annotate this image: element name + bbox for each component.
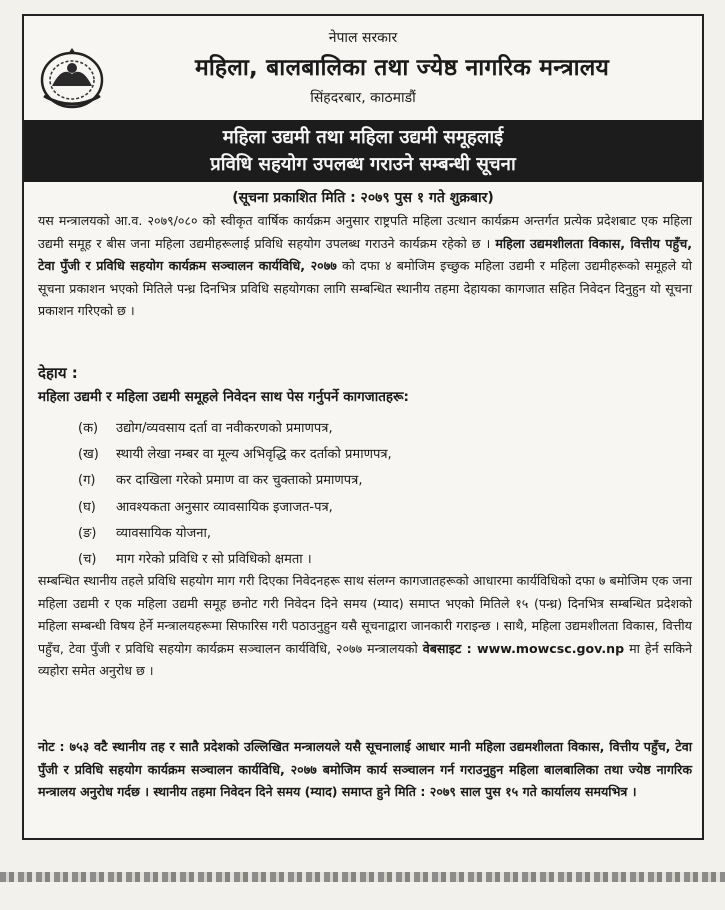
list-item — [78, 545, 678, 571]
list-item-marker: (ङ) — [78, 525, 97, 541]
list-item-marker: (घ) — [78, 499, 96, 515]
government-name: नेपाल सरकार — [328, 30, 398, 46]
note-paragraph — [38, 736, 692, 804]
recommendation-text: सम्बन्धित स्थानीय तहले प्रविधि सहयोग माग गरी दिएका निवेदनहरू साथ संलग्न कागजातहरूको आधारमा कार्यविधिको दफा ७ बमोजिम एक जना महिला उद्यमी र एक महिला उद्यमी समूह छनोट गरी निवेदन दिने समय (म्याद) समाप्त भएको मितिले १५ (पन्ध्र) दिनभित्र सम्बन्धित प्रदेशको महिला सम्बन्धी विषय हेर्ने मन्त्रालयहरूमा सिफारिस गरी पठाउनुहुन यसै सूचनाद्वारा जानकारी गराइन्छ । साथै, महिला उद्यमशीलता विकास, वित्तीय पहुँच, टेवा पुँजी र प्रविधि सहयोग कार्यक्रम सञ्चालन कार्यविधि, २०७७ मन्त्रालयको — [38, 573, 692, 656]
list-item-marker: (ख) — [78, 447, 99, 463]
list-item-marker: (च) — [78, 552, 97, 568]
list-item-text: स्थायी लेखा नम्बर वा मूल्य अभिवृद्धि कर दर्ताको प्रमाणपत्र, — [116, 447, 392, 463]
documents-heading: महिला उद्यमी र महिला उद्यमी समूहले निवेदन साथ पेस गर्नुपर्ने कागजातहरू: — [38, 389, 409, 405]
notice-title-line-1: महिला उद्यमी तथा महिला उद्यमी समूहलाई — [222, 127, 504, 148]
list-item-text: उद्योग/व्यवसाय दर्ता वा नवीकरणको प्रमाणपत्र, — [116, 421, 333, 437]
documents-list — [78, 414, 678, 571]
list-item-text: कर दाखिला गरेको प्रमाण वा कर चुक्ताको प्रमाणपत्र, — [116, 473, 363, 489]
intro-paragraph — [38, 210, 692, 323]
list-item-text: माग गरेको प्रविधि र सो प्रविधिको क्षमता । — [116, 552, 312, 568]
intro-text-rest: को दफा ४ बमोजिम इच्छुक महिला उद्यमी र महिला उद्यमीहरूको समूहले यो सूचना प्रकाशन भएको मितिले पन्ध्र दिनभित्र प्रविधि सहयोगका लागि सम्बन्धित स्थानीय तहमा देहायका कागजात सहित निवेदन दिनुहुन यो सूचना प्रकाशन गरिएको छ । — [38, 258, 692, 319]
intro-text: यस मन्त्रालयको आ.व. २०७९/०८० को स्वीकृत वार्षिक कार्यक्रम अनुसार राष्ट्रपति महिला उत्थान कार्यक्रम अन्तर्गत प्रत्येक प्रदेशबाट एक महिला उद्यमी समूह र बीस जना महिला उद्यमीहरूलाई प्रविधि सहयोग उपलब्ध गराउने कार्यक्रम रहेको छ । — [38, 213, 692, 251]
scan-edge-strip — [0, 872, 725, 882]
list-item-marker: (ग) — [78, 473, 96, 489]
publication-date: (सूचना प्रकाशित मिति : २०७९ पुस १ गते शुक्रबार) — [232, 190, 494, 206]
list-item — [78, 414, 678, 440]
list-item — [78, 493, 678, 519]
list-item-marker: (क) — [78, 421, 99, 437]
note-text: बमोजिम कार्य सञ्चालन गर्न गराउनुहुन महिला बालबालिका तथा ज्येष्ठ नागरिक मन्त्रालय अनुरोध गर्दछ । स्थानीय तहमा निवेदन दिने समय (म्याद) समाप्त हुने मिति : २०७९ साल पुस १५ गते कार्यालय समयभित्र । — [38, 761, 692, 800]
list-item — [78, 519, 678, 545]
intro-procedure-name: महिला उद्यमशीलता विकास, वित्तीय पहुँच, टेवा पुँजी र प्रविधि सहयोग कार्यक्रम सञ्चालन कार्यविधि, २०७७ — [38, 235, 692, 274]
notice-title-banner — [24, 120, 702, 182]
dehaya-heading: देहाय : — [38, 364, 78, 382]
note-label: नोट : — [38, 739, 65, 754]
note-bold-text: ७५३ वटै स्थानीय तह र सातै प्रदेशको उल्लिखित मन्त्रालयले यसै सूचनालाई आधार मानी महिला उद्यमशीलता विकास, वित्तीय पहुँच, टेवा पुँजी र प्रविधि सहयोग कार्यक्रम सञ्चालन कार्यविधि, २०७७ — [38, 739, 692, 777]
website-address: वेबसाइट : www.mowcsc.gov.np — [422, 640, 625, 656]
ministry-address: सिंहदरबार, काठमाडौं — [310, 90, 416, 106]
public-notice — [22, 14, 704, 840]
list-item — [78, 466, 678, 492]
list-item — [78, 440, 678, 466]
recommendation-tail: मा हेर्न सकिने व्यहोरा समेत अनुरोध छ । — [38, 640, 692, 679]
list-item-text: आवश्यकता अनुसार व्यावसायिक इजाजत-पत्र, — [116, 499, 333, 515]
recommendation-paragraph — [38, 570, 692, 683]
notice-title-line-2: प्रविधि सहयोग उपलब्ध गराउने सम्बन्धी सूचना — [210, 154, 516, 175]
list-item-text: व्यावसायिक योजना, — [116, 525, 212, 541]
notice-header — [24, 16, 702, 120]
ministry-name: महिला, बालबालिका तथा ज्येष्ठ नागरिक मन्त्रालय — [194, 55, 610, 81]
